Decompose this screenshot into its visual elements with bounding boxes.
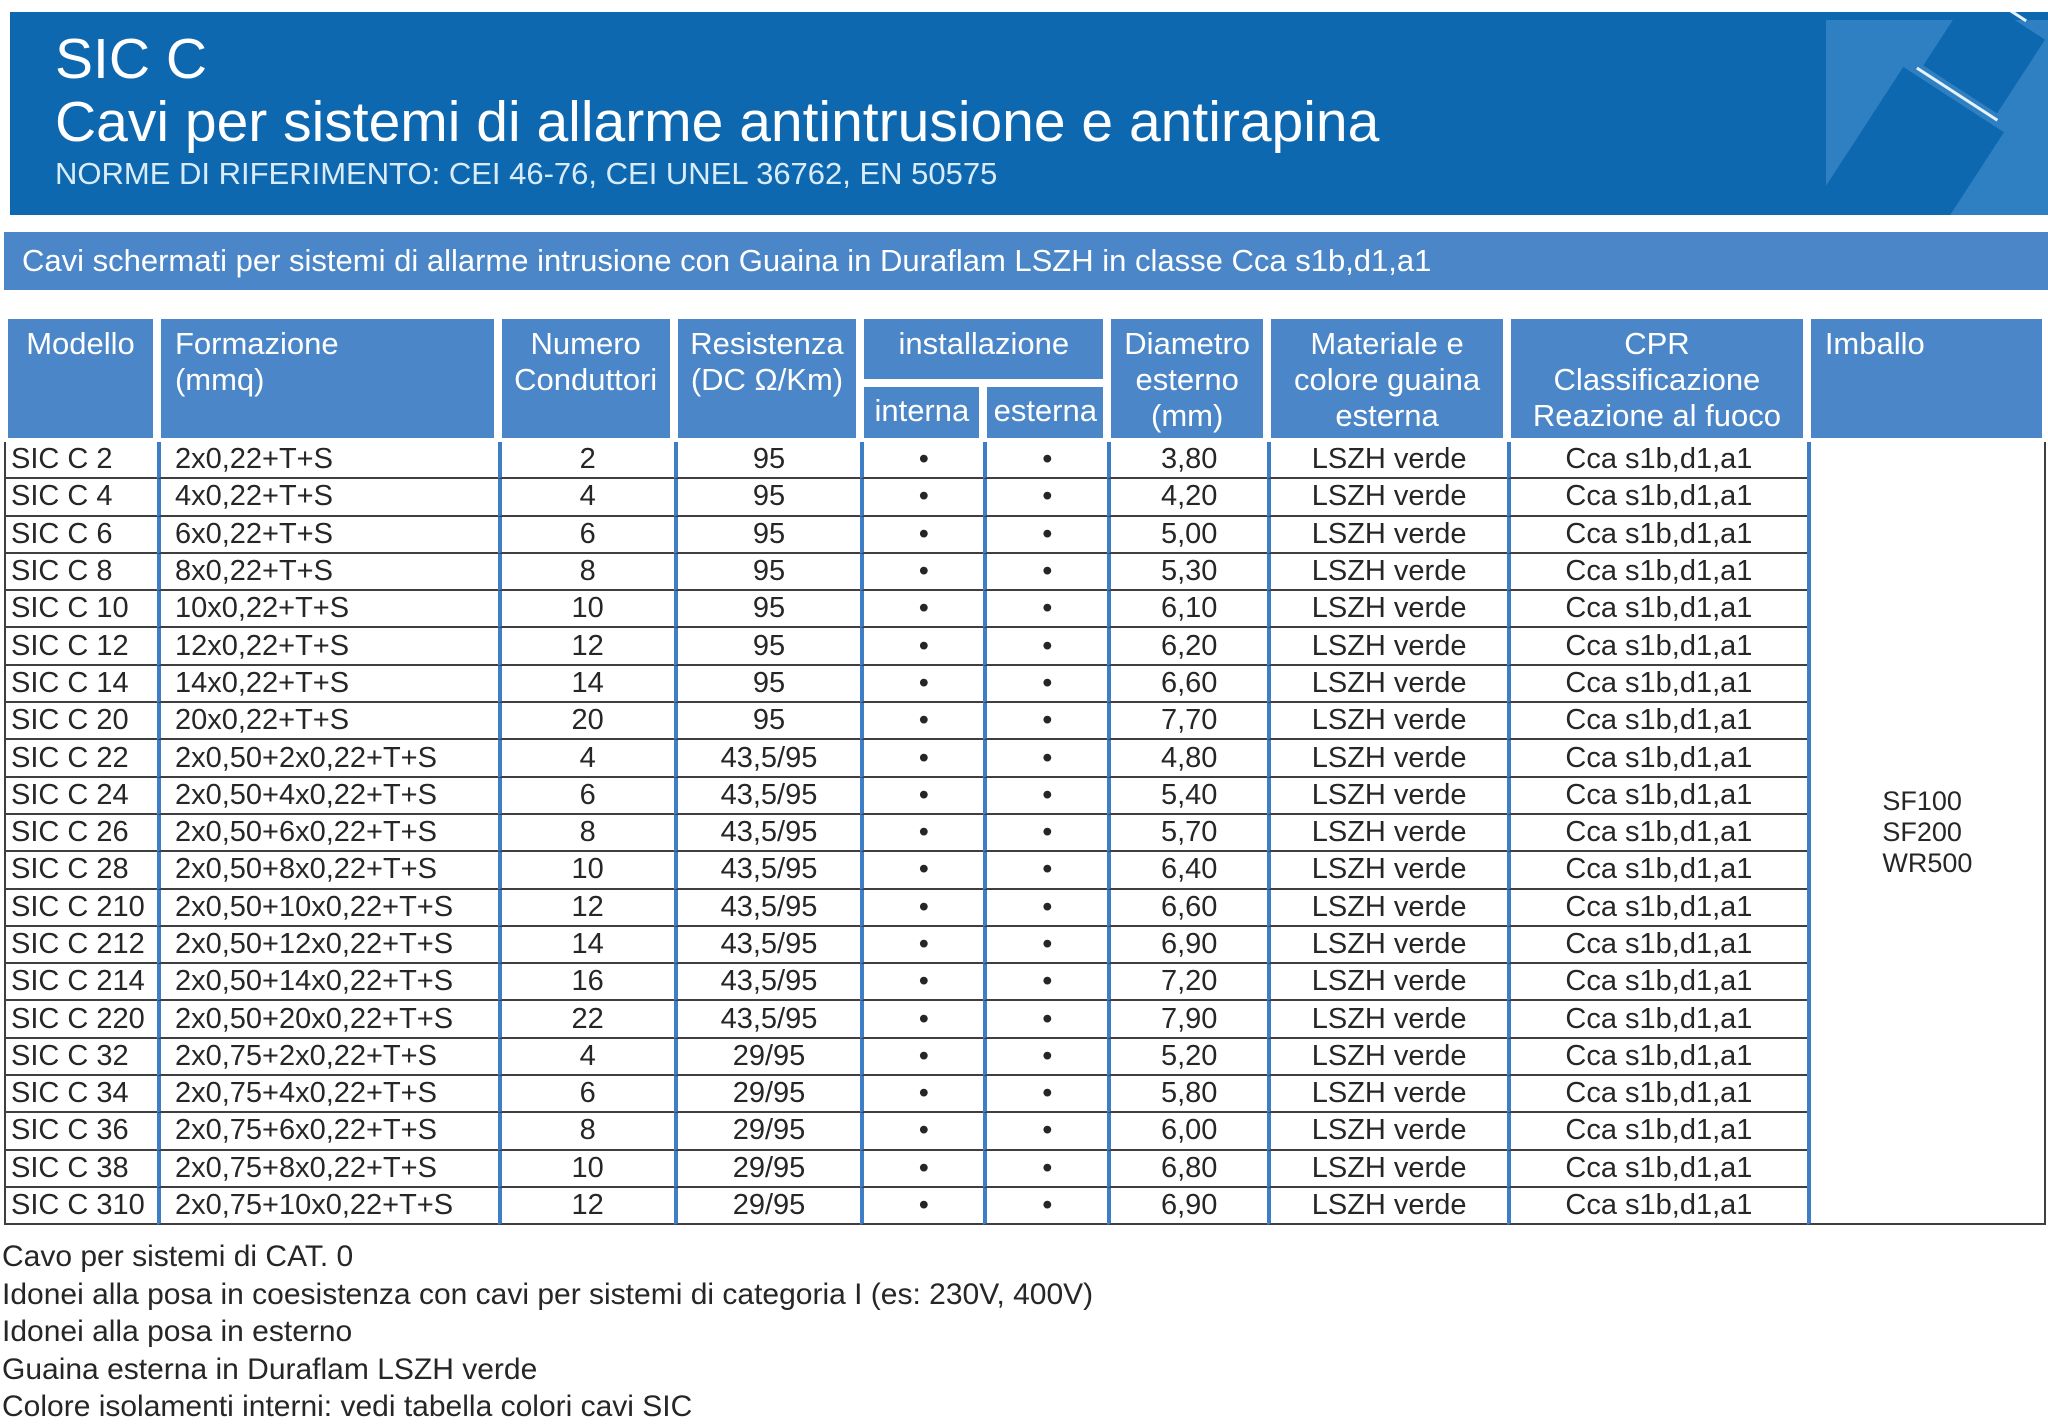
cell-interna: • (860, 703, 983, 740)
note-line: Idonei alla posa in esterno (2, 1315, 353, 1348)
table-row (4, 964, 2046, 1001)
cell-esterna: • (983, 666, 1107, 703)
cell-interna: • (860, 666, 983, 703)
cell-modello: SIC C 26 (4, 815, 157, 852)
cell-conduttori: 10 (498, 852, 674, 889)
cell-formazione: 14x0,22+T+S (157, 666, 498, 703)
cell-conduttori: 8 (498, 1113, 674, 1150)
table-row (4, 1188, 2046, 1225)
cell-materiale: LSZH verde (1267, 1113, 1507, 1150)
cell-resistenza: 95 (674, 591, 861, 628)
cell-materiale: LSZH verde (1267, 666, 1507, 703)
cell-formazione: 12x0,22+T+S (157, 628, 498, 665)
cell-diametro: 6,80 (1107, 1151, 1267, 1188)
cell-cpr: Cca s1b,d1,a1 (1507, 591, 1807, 628)
cell-modello: SIC C 220 (4, 1001, 157, 1038)
cell-conduttori: 2 (498, 442, 674, 479)
cell-formazione: 6x0,22+T+S (157, 517, 498, 554)
cell-formazione: 2x0,50+14x0,22+T+S (157, 964, 498, 1001)
cell-diametro: 3,80 (1107, 442, 1267, 479)
cell-esterna: • (983, 852, 1107, 889)
cell-interna: • (860, 554, 983, 591)
cell-modello: SIC C 38 (4, 1151, 157, 1188)
cell-esterna: • (983, 703, 1107, 740)
cell-formazione: 2x0,50+12x0,22+T+S (157, 927, 498, 964)
cell-materiale: LSZH verde (1267, 1188, 1507, 1225)
col-header-conduttori: Numero Conduttori (498, 315, 674, 442)
cell-conduttori: 10 (498, 1151, 674, 1188)
cell-interna: • (860, 1039, 983, 1076)
col-header-cpr: CPR Classificazione Reazione al fuoco (1507, 315, 1807, 442)
col-header-installazione: installazione (860, 315, 1107, 383)
cell-esterna: • (983, 1151, 1107, 1188)
cell-resistenza: 43,5/95 (674, 778, 861, 815)
col-header-formazione: Formazione (mmq) (157, 315, 498, 442)
cell-conduttori: 4 (498, 1039, 674, 1076)
cell-formazione: 2x0,50+4x0,22+T+S (157, 778, 498, 815)
table-row (4, 1151, 2046, 1188)
cell-cpr: Cca s1b,d1,a1 (1507, 666, 1807, 703)
cell-diametro: 5,70 (1107, 815, 1267, 852)
cell-resistenza: 95 (674, 517, 861, 554)
cell-interna: • (860, 890, 983, 927)
cell-interna: • (860, 1151, 983, 1188)
table-row (4, 517, 2046, 554)
cell-esterna: • (983, 927, 1107, 964)
table-row (4, 1076, 2046, 1113)
cell-diametro: 4,80 (1107, 740, 1267, 777)
cell-conduttori: 16 (498, 964, 674, 1001)
note-line: Colore isolamenti interni: vedi tabella colori cavi SIC (2, 1390, 693, 1423)
table-row (4, 479, 2046, 516)
cell-conduttori: 8 (498, 815, 674, 852)
cell-resistenza: 43,5/95 (674, 890, 861, 927)
cell-materiale: LSZH verde (1267, 554, 1507, 591)
cell-cpr: Cca s1b,d1,a1 (1507, 554, 1807, 591)
cell-formazione: 2x0,75+10x0,22+T+S (157, 1188, 498, 1225)
cell-conduttori: 6 (498, 778, 674, 815)
cell-modello: SIC C 310 (4, 1188, 157, 1225)
cell-imballo (1807, 442, 2046, 1225)
cell-formazione: 2x0,75+8x0,22+T+S (157, 1151, 498, 1188)
table-row (4, 815, 2046, 852)
cell-modello: SIC C 34 (4, 1076, 157, 1113)
cell-esterna: • (983, 1113, 1107, 1150)
cell-conduttori: 12 (498, 628, 674, 665)
cell-modello: SIC C 32 (4, 1039, 157, 1076)
cell-resistenza: 29/95 (674, 1151, 861, 1188)
note-line: Cavo per sistemi di CAT. 0 (2, 1240, 354, 1273)
cell-conduttori: 10 (498, 591, 674, 628)
cell-conduttori: 8 (498, 554, 674, 591)
cell-materiale: LSZH verde (1267, 778, 1507, 815)
cell-cpr: Cca s1b,d1,a1 (1507, 927, 1807, 964)
cell-modello: SIC C 14 (4, 666, 157, 703)
cell-modello: SIC C 210 (4, 890, 157, 927)
col-header-diametro: Diametro esterno (mm) (1107, 315, 1267, 442)
cell-formazione: 2x0,75+2x0,22+T+S (157, 1039, 498, 1076)
cell-cpr: Cca s1b,d1,a1 (1507, 1001, 1807, 1038)
cell-formazione: 2x0,50+8x0,22+T+S (157, 852, 498, 889)
cell-diametro: 5,30 (1107, 554, 1267, 591)
col-header-imballo: Imballo (1807, 315, 2046, 442)
cell-interna: • (860, 1001, 983, 1038)
cell-diametro: 7,20 (1107, 964, 1267, 1001)
cell-esterna: • (983, 1001, 1107, 1038)
cell-resistenza: 29/95 (674, 1188, 861, 1225)
cell-esterna: • (983, 1039, 1107, 1076)
cell-cpr: Cca s1b,d1,a1 (1507, 628, 1807, 665)
cell-formazione: 4x0,22+T+S (157, 479, 498, 516)
table-row (4, 703, 2046, 740)
cell-esterna: • (983, 1076, 1107, 1113)
table-row (4, 628, 2046, 665)
spec-table (4, 315, 2046, 1225)
reference-norms: NORME DI RIFERIMENTO: CEI 46-76, CEI UNEL 36762, EN 50575 (55, 156, 998, 191)
table-row (4, 1113, 2046, 1150)
cell-resistenza: 95 (674, 703, 861, 740)
cell-modello: SIC C 28 (4, 852, 157, 889)
cell-diametro: 5,80 (1107, 1076, 1267, 1113)
spec-table-wrap (4, 315, 2046, 1225)
cell-cpr: Cca s1b,d1,a1 (1507, 740, 1807, 777)
cell-cpr: Cca s1b,d1,a1 (1507, 852, 1807, 889)
cell-materiale: LSZH verde (1267, 591, 1507, 628)
cell-cpr: Cca s1b,d1,a1 (1507, 703, 1807, 740)
cell-interna: • (860, 517, 983, 554)
cell-interna: • (860, 591, 983, 628)
cell-interna: • (860, 1113, 983, 1150)
cell-interna: • (860, 1188, 983, 1225)
page-header (10, 12, 2048, 215)
cell-esterna: • (983, 778, 1107, 815)
cell-resistenza: 29/95 (674, 1076, 861, 1113)
cell-materiale: LSZH verde (1267, 1001, 1507, 1038)
table-header (4, 315, 2046, 442)
table-row (4, 852, 2046, 889)
table-row (4, 1039, 2046, 1076)
cell-conduttori: 14 (498, 927, 674, 964)
cell-materiale: LSZH verde (1267, 517, 1507, 554)
cell-interna: • (860, 1076, 983, 1113)
cell-esterna: • (983, 740, 1107, 777)
cell-modello: SIC C 36 (4, 1113, 157, 1150)
section-banner: Cavi schermati per sistemi di allarme intrusione con Guaina in Duraflam LSZH in classe Cca s1b,d1,a1 (4, 232, 2048, 290)
cell-esterna: • (983, 1188, 1107, 1225)
cell-resistenza: 43,5/95 (674, 815, 861, 852)
cell-modello: SIC C 6 (4, 517, 157, 554)
cell-conduttori: 4 (498, 740, 674, 777)
cell-materiale: LSZH verde (1267, 628, 1507, 665)
cell-resistenza: 29/95 (674, 1113, 861, 1150)
cell-modello: SIC C 2 (4, 442, 157, 479)
cell-formazione: 10x0,22+T+S (157, 591, 498, 628)
cell-interna: • (860, 628, 983, 665)
cell-interna: • (860, 815, 983, 852)
note-line: Guaina esterna in Duraflam LSZH verde (2, 1352, 538, 1386)
cell-cpr: Cca s1b,d1,a1 (1507, 1076, 1807, 1113)
cell-modello: SIC C 12 (4, 628, 157, 665)
cell-resistenza: 95 (674, 666, 861, 703)
cell-diametro: 6,20 (1107, 628, 1267, 665)
cell-esterna: • (983, 890, 1107, 927)
cell-esterna: • (983, 628, 1107, 665)
cell-modello: SIC C 8 (4, 554, 157, 591)
cell-formazione: 2x0,50+10x0,22+T+S (157, 890, 498, 927)
cell-materiale: LSZH verde (1267, 815, 1507, 852)
cell-resistenza: 95 (674, 628, 861, 665)
cell-cpr: Cca s1b,d1,a1 (1507, 964, 1807, 1001)
cell-cpr: Cca s1b,d1,a1 (1507, 890, 1807, 927)
cell-conduttori: 4 (498, 479, 674, 516)
cell-modello: SIC C 10 (4, 591, 157, 628)
cell-cpr: Cca s1b,d1,a1 (1507, 442, 1807, 479)
cell-cpr: Cca s1b,d1,a1 (1507, 815, 1807, 852)
cell-cpr: Cca s1b,d1,a1 (1507, 1113, 1807, 1150)
col-header-resistenza: Resistenza (DC Ω/Km) (674, 315, 861, 442)
cell-conduttori: 20 (498, 703, 674, 740)
cell-esterna: • (983, 815, 1107, 852)
table-body (4, 442, 2046, 1225)
cell-conduttori: 12 (498, 1188, 674, 1225)
cell-resistenza: 43,5/95 (674, 1001, 861, 1038)
cell-esterna: • (983, 442, 1107, 479)
cell-materiale: LSZH verde (1267, 442, 1507, 479)
cell-diametro: 5,00 (1107, 517, 1267, 554)
cell-cpr: Cca s1b,d1,a1 (1507, 517, 1807, 554)
cell-materiale: LSZH verde (1267, 964, 1507, 1001)
cell-conduttori: 22 (498, 1001, 674, 1038)
cell-formazione: 8x0,22+T+S (157, 554, 498, 591)
cell-esterna: • (983, 554, 1107, 591)
col-header-materiale: Materiale e colore guaina esterna (1267, 315, 1507, 442)
note-line: Idonei alla posa in coesistenza con cavi per sistemi di categoria I (es: 230V, 400V) (2, 1277, 1094, 1311)
cell-interna: • (860, 778, 983, 815)
cell-formazione: 2x0,75+4x0,22+T+S (157, 1076, 498, 1113)
col-header-interna: interna (860, 383, 983, 442)
cell-conduttori: 14 (498, 666, 674, 703)
cell-modello: SIC C 24 (4, 778, 157, 815)
cell-materiale: LSZH verde (1267, 890, 1507, 927)
cell-esterna: • (983, 479, 1107, 516)
table-row (4, 1001, 2046, 1038)
cell-cpr: Cca s1b,d1,a1 (1507, 1151, 1807, 1188)
cell-diametro: 6,60 (1107, 666, 1267, 703)
imballo-item: WR500 (1882, 848, 1973, 879)
cell-esterna: • (983, 964, 1107, 1001)
cell-resistenza: 95 (674, 479, 861, 516)
cell-modello: SIC C 20 (4, 703, 157, 740)
cell-conduttori: 12 (498, 890, 674, 927)
cell-formazione: 2x0,22+T+S (157, 442, 498, 479)
cell-cpr: Cca s1b,d1,a1 (1507, 479, 1807, 516)
cell-diametro: 6,60 (1107, 890, 1267, 927)
footer-notes (2, 1238, 1093, 1425)
table-row (4, 591, 2046, 628)
cell-interna: • (860, 964, 983, 1001)
imballo-item: SF100 (1882, 786, 1962, 817)
page-subtitle: Cavi per sistemi di allarme antintrusione e antirapina (55, 90, 1380, 154)
cell-modello: SIC C 212 (4, 927, 157, 964)
cell-diametro: 6,00 (1107, 1113, 1267, 1150)
table-row (4, 778, 2046, 815)
cell-diametro: 7,90 (1107, 1001, 1267, 1038)
imballo-item: SF200 (1882, 817, 1962, 848)
cell-esterna: • (983, 517, 1107, 554)
cell-interna: • (860, 927, 983, 964)
table-row (4, 927, 2046, 964)
cell-interna: • (860, 479, 983, 516)
cell-materiale: LSZH verde (1267, 1076, 1507, 1113)
cell-resistenza: 29/95 (674, 1039, 861, 1076)
cell-formazione: 2x0,75+6x0,22+T+S (157, 1113, 498, 1150)
cell-interna: • (860, 740, 983, 777)
col-header-esterna: esterna (983, 383, 1107, 442)
cable-graphic-icon (1826, 12, 2048, 215)
cell-interna: • (860, 442, 983, 479)
cell-materiale: LSZH verde (1267, 479, 1507, 516)
cell-resistenza: 95 (674, 442, 861, 479)
cell-conduttori: 6 (498, 517, 674, 554)
col-header-modello: Modello (4, 315, 157, 442)
cell-cpr: Cca s1b,d1,a1 (1507, 778, 1807, 815)
cell-cpr: Cca s1b,d1,a1 (1507, 1188, 1807, 1225)
page-title: SIC C (55, 27, 208, 91)
cell-cpr: Cca s1b,d1,a1 (1507, 1039, 1807, 1076)
cell-resistenza: 43,5/95 (674, 852, 861, 889)
cell-diametro: 5,20 (1107, 1039, 1267, 1076)
cell-diametro: 7,70 (1107, 703, 1267, 740)
table-row (4, 666, 2046, 703)
cell-resistenza: 43,5/95 (674, 740, 861, 777)
cell-modello: SIC C 4 (4, 479, 157, 516)
cell-formazione: 2x0,50+2x0,22+T+S (157, 740, 498, 777)
cell-materiale: LSZH verde (1267, 1039, 1507, 1076)
imballo-stack (1882, 786, 1972, 879)
cell-modello: SIC C 214 (4, 964, 157, 1001)
cell-diametro: 5,40 (1107, 778, 1267, 815)
cell-diametro: 6,40 (1107, 852, 1267, 889)
cell-interna: • (860, 852, 983, 889)
cell-formazione: 2x0,50+6x0,22+T+S (157, 815, 498, 852)
cell-materiale: LSZH verde (1267, 1151, 1507, 1188)
cell-materiale: LSZH verde (1267, 927, 1507, 964)
cell-resistenza: 95 (674, 554, 861, 591)
table-row (4, 442, 2046, 479)
cell-conduttori: 6 (498, 1076, 674, 1113)
cell-materiale: LSZH verde (1267, 703, 1507, 740)
cell-resistenza: 43,5/95 (674, 964, 861, 1001)
cell-diametro: 6,90 (1107, 927, 1267, 964)
cell-diametro: 6,10 (1107, 591, 1267, 628)
cell-resistenza: 43,5/95 (674, 927, 861, 964)
cell-formazione: 2x0,50+20x0,22+T+S (157, 1001, 498, 1038)
table-row (4, 554, 2046, 591)
cell-diametro: 4,20 (1107, 479, 1267, 516)
cell-formazione: 20x0,22+T+S (157, 703, 498, 740)
cell-esterna: • (983, 591, 1107, 628)
cell-materiale: LSZH verde (1267, 740, 1507, 777)
cell-diametro: 6,90 (1107, 1188, 1267, 1225)
table-row (4, 890, 2046, 927)
table-row (4, 740, 2046, 777)
cell-modello: SIC C 22 (4, 740, 157, 777)
cell-materiale: LSZH verde (1267, 852, 1507, 889)
